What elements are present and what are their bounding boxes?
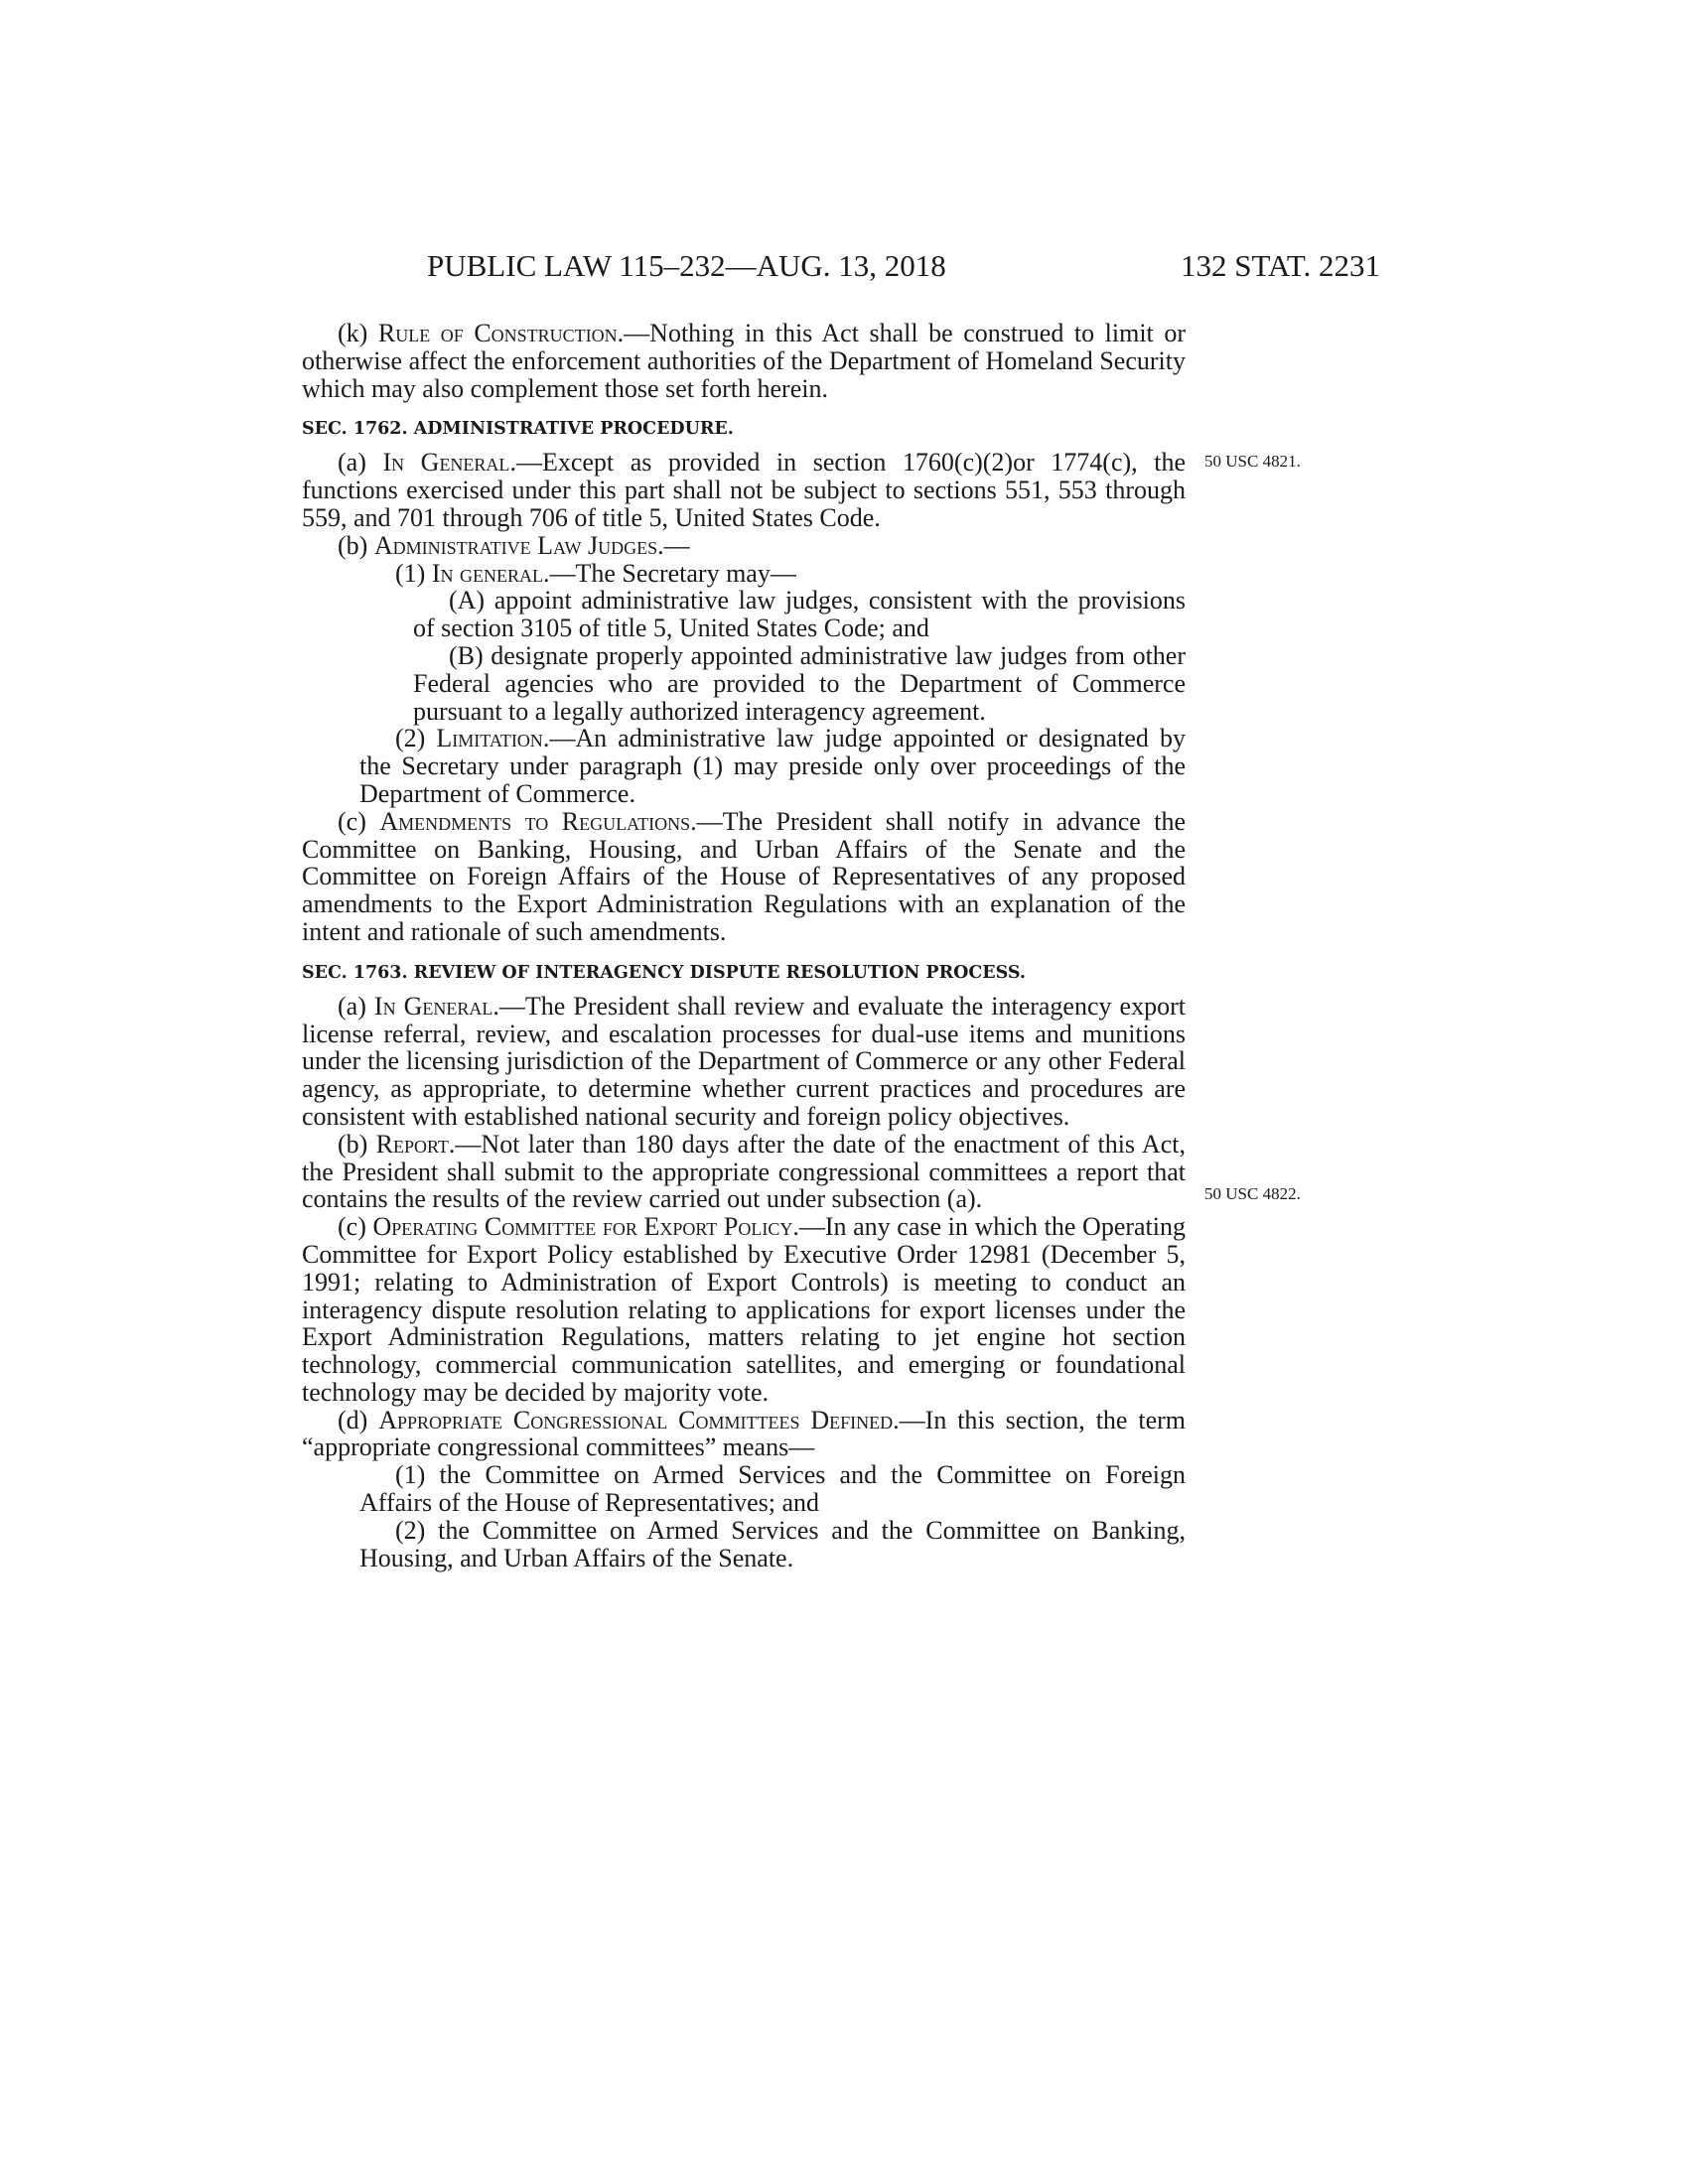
sec1762-subparagraph-b1A: (A) appoint administrative law judges, consistent with the provisions of section 3105 of title 5, United States Code; and — [413, 586, 1186, 643]
subsection-heading: Report — [375, 1129, 449, 1159]
subsection-heading: Amendments to Regulations — [379, 806, 691, 836]
paragraph-heading: In general — [431, 558, 543, 588]
subsection-heading: In General — [382, 448, 510, 478]
section-1762-heading: SEC. 1762. ADMINISTRATIVE PROCEDURE. — [302, 419, 734, 440]
usc-citation-1762: 50 USC 4821. — [1204, 452, 1301, 471]
subsection-heading: Appropriate Congressional Committees Defined — [378, 1405, 894, 1434]
sec1763-paragraph-d1: (1) the Committee on Armed Services and the Committee on Foreign Affairs of the House of Representatives; and — [359, 1460, 1186, 1518]
sec1763-subsection-c: (c) Operating Committee for Export Policy.—In any case in which the Operating Committee for Export Policy established by Executive Order 12981 (December 5, 1991; relating to Administration of Export Controls) is meeting to conduct an interagency dispute resolution relating to applications for export licenses under the Export Administration Regulations, matters relating to jet engine hot section technology, commercial communication satellites, and emerging or foundational technology may be decided by majority vote. — [302, 1212, 1187, 1407]
subsection-heading: Operating Committee for Export Policy — [372, 1212, 793, 1242]
page-header — [427, 248, 1380, 288]
document-body — [302, 320, 1186, 1571]
running-head-title: PUBLIC LAW 115–232—AUG. 13, 2018 — [427, 248, 946, 283]
subsection-k-rule-of-construction: (k) Rule of Construction.—Nothing in this Act shall be construed to limit or otherwise affect the enforcement authorities of the Department of Homeland Security which may also complement those set forth herein. — [302, 319, 1186, 403]
sec1763-subsection-b: (b) Report.—Not later than 180 days after the date of the enactment of this Act, the President shall submit to the appropriate congressional committees a report that contains the results of the review carried out under subsection (a). — [302, 1129, 1186, 1214]
paragraph-heading: Limitation — [436, 724, 543, 753]
sec1763-subsection-a: (a) In General.—The President shall review and evaluate the interagency export license referral, review, and escalation processes for dual-use items and munitions under the licensing jurisdiction of the Department of Commerce or any other Federal agency, as appropriate, to determine whether current practices and procedures are consistent with established national security and foreign policy objectives. — [302, 991, 1186, 1131]
section-1763-heading: SEC. 1763. REVIEW OF INTERAGENCY DISPUTE RESOLUTION PROCESS. — [302, 962, 1026, 983]
sec1763-subsection-d: (d) Appropriate Congressional Committees Defined.—In this section, the term “appropriate congressional committees” means— — [302, 1405, 1186, 1462]
sec1762-subparagraph-b1B: (B) designate properly appointed administrative law judges from other Federal agencies who are provided to the Department of Commerce pursuant to a legally authorized interagency agreement. — [413, 640, 1186, 726]
sec1762-paragraph-b2: (2) Limitation.—An administrative law judge appointed or designated by the Secretary under paragraph (1) may preside only over proceedings of the Department of Commerce. — [359, 724, 1186, 808]
statute-page-number: 132 STAT. 2231 — [1180, 248, 1380, 283]
usc-citation-1763: 50 USC 4822. — [1204, 1184, 1301, 1203]
sec1763-paragraph-d2: (2) the Committee on Armed Services and the Committee on Banking, Housing, and Urban Affairs of the Senate. — [359, 1515, 1186, 1572]
sec1762-subsection-b: (b) Administrative Law Judges.— — [338, 530, 690, 560]
subsection-heading: In General — [373, 991, 493, 1021]
sec1762-paragraph-b1: (1) In general.—The Secretary may— — [395, 558, 796, 588]
subsection-heading: Rule of Construction — [377, 319, 618, 347]
sec1762-subsection-a: (a) In General.—Except as provided in section 1760(c)(2)or 1774(c), the functions exercised under this part shall not be subject to sections 551, 553 through 559, and 701 through 706 of title 5, United States Code. — [302, 448, 1186, 532]
sec1762-subsection-c: (c) Amendments to Regulations.—The President shall notify in advance the Committee on Banking, Housing, and Urban Affairs of the Senate and the Committee on Foreign Affairs of the House of Representatives of any proposed amendments to the Export Administration Regulations with an explanation of the intent and rationale of such amendments. — [302, 806, 1187, 946]
subsection-heading: Administrative Law Judges — [373, 530, 658, 560]
